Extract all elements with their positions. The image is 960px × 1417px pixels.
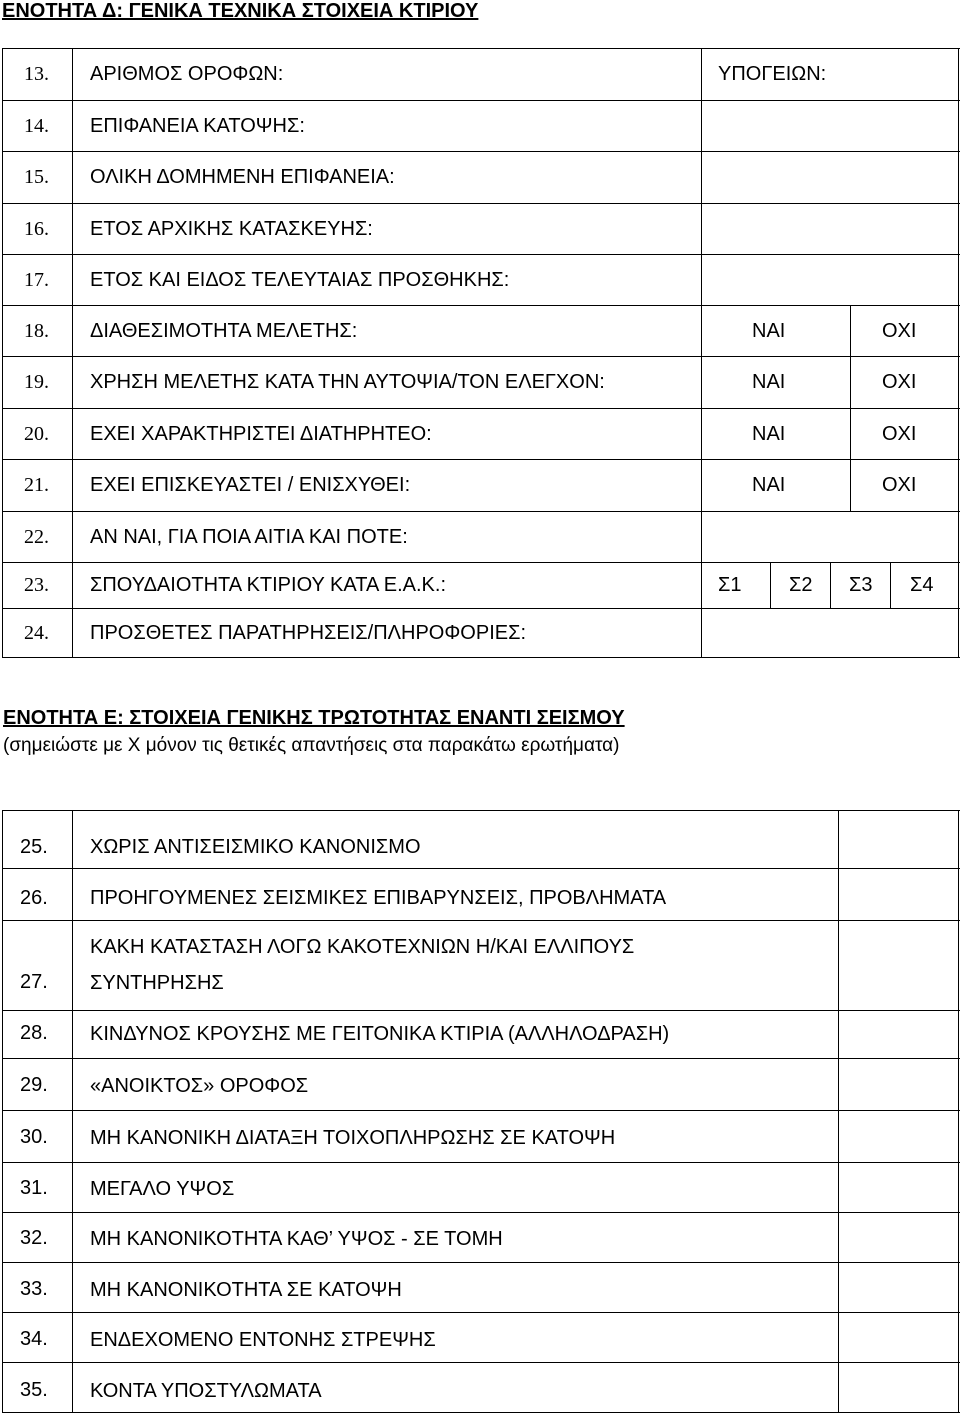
row-number: 29. [20,1074,48,1096]
row-number: 33. [20,1278,48,1300]
row-number: 20. [24,423,49,445]
row-label: ΧΡΗΣΗ ΜΕΛΕΤΗΣ ΚΑΤΑ ΤΗΝ ΑΥΤΟΨΙΑ/ΤΟΝ ΕΛΕΓΧΟΝ: [90,371,605,393]
no-option[interactable]: ΟΧΙ [882,371,917,393]
row-number: 18. [24,320,49,342]
answer-checkbox[interactable] [840,1214,956,1260]
row-number: 16. [24,218,49,240]
no-option[interactable]: ΟΧΙ [882,320,917,342]
row-label: ΣΠΟΥΔΑΙΟΤΗΤΑ ΚΤΙΡΙΟΥ ΚΑΤΑ Ε.Α.Κ.: [90,574,446,596]
row-number: 25. [20,836,48,858]
row-number: 22. [24,526,49,548]
answer-checkbox[interactable] [840,812,956,866]
yes-option[interactable]: ΝΑΙ [752,474,786,496]
importance-option-s4[interactable]: Σ4 [910,574,934,596]
row-number: 32. [20,1227,48,1249]
row-number: 34. [20,1328,48,1350]
row-label: ΕΝΔΕΧΟΜΕΝΟ ΕΝΤΟΝΗΣ ΣΤΡΕΨΗΣ [90,1329,436,1351]
row-number: 28. [20,1022,48,1044]
row-number: 23. [24,574,49,596]
yes-option[interactable]: ΝΑΙ [752,423,786,445]
row-label: ΕΤΟΣ ΚΑΙ ΕΙΔΟΣ ΤΕΛΕΥΤΑΙΑΣ ΠΡΟΣΘΗΚΗΣ: [90,269,510,291]
importance-option-s1[interactable]: Σ1 [718,574,742,596]
row-label: ΜΗ ΚΑΝΟΝΙΚΗ ΔΙΑΤΑΞΗ ΤΟΙΧΟΠΛΗΡΩΣΗΣ ΣΕ ΚΑΤΟΨΗ [90,1127,616,1149]
row-label: ΜΗ ΚΑΝΟΝΙΚΟΤΗΤΑ ΣΕ ΚΑΤΟΨΗ [90,1279,402,1301]
row-label: ΔΙΑΘΕΣΙΜΟΤΗΤΑ ΜΕΛΕΤΗΣ: [90,320,358,342]
row-number: 35. [20,1379,48,1401]
row-label: ΟΛΙΚΗ ΔΟΜΗΜΕΝΗ ΕΠΙΦΑΝΕΙΑ: [90,166,395,188]
row-label: ΕΧΕΙ ΧΑΡΑΚΤΗΡΙΣΤΕΙ ΔΙΑΤΗΡΗΤΕΟ: [90,423,432,445]
row-label-continued: ΣΥΝΤΗΡΗΣΗΣ [90,972,224,994]
answer-checkbox[interactable] [840,1012,956,1056]
no-option[interactable]: ΟΧΙ [882,474,917,496]
row-number: 21. [24,474,49,496]
row-label: ΧΩΡΙΣ ΑΝΤΙΣΕΙΣΜΙΚΟ ΚΑΝΟΝΙΣΜΟ [90,836,421,858]
row-number: 27. [20,971,48,993]
answer-checkbox[interactable] [840,1264,956,1310]
row-label: ΕΤΟΣ ΑΡΧΙΚΗΣ ΚΑΤΑΣΚΕΥΗΣ: [90,218,373,240]
row-label: ΑΝ ΝΑΙ, ΓΙΑ ΠΟΙΑ ΑΙΤΙΑ ΚΑΙ ΠΟΤΕ: [90,526,408,548]
importance-option-s3[interactable]: Σ3 [849,574,873,596]
row-number: 15. [24,166,49,188]
row-number: 17. [24,269,49,291]
row-label: ΠΡΟΗΓΟΥΜΕΝΕΣ ΣΕΙΣΜΙΚΕΣ ΕΠΙΒΑΡΥΝΣΕΙΣ, ΠΡΟΒΛΗΜΑΤΑ [90,887,667,909]
answer-checkbox[interactable] [840,1112,956,1160]
row-label: ΜΕΓΑΛΟ ΥΨΟΣ [90,1178,235,1200]
basements-label: ΥΠΟΓΕΙΩΝ: [718,63,827,85]
row-number: 13. [24,63,49,85]
row-label: ΑΡΙΘΜΟΣ ΟΡΟΦΩΝ: [90,63,284,85]
answer-checkbox[interactable] [840,870,956,918]
row-label: ΚΑΚΗ ΚΑΤΑΣΤΑΣΗ ΛΟΓΩ ΚΑΚΟΤΕΧΝΙΩΝ Η/ΚΑΙ ΕΛΛΙΠΟΥΣ [90,936,635,958]
row-label: ΜΗ ΚΑΝΟΝΙΚΟΤΗΤΑ ΚΑΘ’ ΥΨΟΣ - ΣΕ ΤΟΜΗ [90,1228,503,1250]
answer-checkbox[interactable] [840,922,956,1008]
row-label: ΕΠΙΦΑΝΕΙΑ ΚΑΤΟΨΗΣ: [90,115,305,137]
no-option[interactable]: ΟΧΙ [882,423,917,445]
yes-option[interactable]: ΝΑΙ [752,320,786,342]
row-label: «ΑΝΟΙΚΤΟΣ» ΟΡΟΦΟΣ [90,1075,309,1097]
row-number: 31. [20,1177,48,1199]
row-number: 24. [24,622,49,644]
row-number: 19. [24,371,49,393]
row-number: 14. [24,115,49,137]
row-label: ΕΧΕΙ ΕΠΙΣΚΕΥΑΣΤΕΙ / ΕΝΙΣΧΥΘΕΙ: [90,474,411,496]
answer-checkbox[interactable] [840,1314,956,1360]
section-d-title: ΕΝΟΤΗΤΑ Δ: ΓΕΝΙΚΑ ΤΕΧΝΙΚΑ ΣΤΟΙΧΕΙΑ ΚΤΙΡΙΟΥ [2,0,479,22]
yes-option[interactable]: ΝΑΙ [752,371,786,393]
section-e-title: ΕΝΟΤΗΤΑ Ε: ΣΤΟΙΧΕΙΑ ΓΕΝΙΚΗΣ ΤΡΩΤΟΤΗΤΑΣ ΕΝΑΝΤΙ ΣΕΙΣΜΟΥ [3,707,625,729]
row-number: 26. [20,887,48,909]
row-label: ΚΟΝΤΑ ΥΠΟΣΤΥΛΩΜΑΤΑ [90,1380,322,1402]
row-number: 30. [20,1126,48,1148]
row-label: ΚΙΝΔΥΝΟΣ ΚΡΟΥΣΗΣ ΜΕ ΓΕΙΤΟΝΙΚΑ ΚΤΙΡΙΑ (ΑΛΛΗΛΟΔΡΑΣΗ) [90,1023,670,1045]
importance-option-s2[interactable]: Σ2 [789,574,813,596]
answer-checkbox[interactable] [840,1164,956,1210]
section-e-instructions: (σημειώστε με Χ μόνον τις θετικές απαντήσεις στα παρακάτω ερωτήματα) [3,735,620,756]
row-label: ΠΡΟΣΘΕΤΕΣ ΠΑΡΑΤΗΡΗΣΕΙΣ/ΠΛΗΡΟΦΟΡΙΕΣ: [90,622,527,644]
answer-checkbox[interactable] [840,1364,956,1410]
answer-checkbox[interactable] [840,1060,956,1108]
